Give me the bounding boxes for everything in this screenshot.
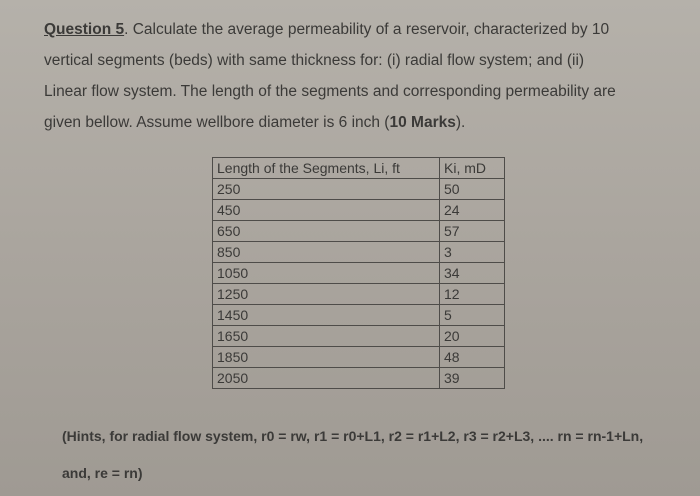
question-paragraph <box>44 14 684 138</box>
question-line-2: vertical segments (beds) with same thickness for: (i) radial flow system; and (ii) <box>44 52 585 69</box>
question-label: Question 5 <box>44 21 125 38</box>
question-line-4-text: given bellow. Assume wellbore diameter is 6 inch ( <box>44 114 390 131</box>
permeability-cell: 3 <box>440 242 505 263</box>
table-row <box>213 305 505 326</box>
permeability-cell: 48 <box>440 347 505 368</box>
length-cell: 1250 <box>213 284 440 305</box>
header-permeability: Ki, mD <box>440 158 505 179</box>
length-cell: 650 <box>213 221 440 242</box>
permeability-cell: 34 <box>440 263 505 284</box>
hints-line-1: (Hints, for radial flow system, r0 = rw, r1 = r0+L1, r2 = r1+L2, r3 = r2+L3, .... rn = rn-1+Ln, <box>62 428 644 444</box>
permeability-cell: 39 <box>440 368 505 389</box>
permeability-cell: 20 <box>440 326 505 347</box>
header-length: Length of the Segments, Li, ft <box>213 158 440 179</box>
length-cell: 250 <box>213 179 440 200</box>
table-row <box>213 263 505 284</box>
question-line-1 <box>44 14 684 45</box>
segments-table <box>212 157 505 389</box>
table-row <box>213 368 505 389</box>
permeability-cell: 5 <box>440 305 505 326</box>
question-line-1-text: . Calculate the average permeability of a reservoir, characterized by 10 <box>124 21 610 38</box>
length-cell: 450 <box>213 200 440 221</box>
length-cell: 1650 <box>213 326 440 347</box>
length-cell: 1450 <box>213 305 440 326</box>
permeability-cell: 50 <box>440 179 505 200</box>
hints-block <box>62 418 692 492</box>
length-cell: 1850 <box>213 347 440 368</box>
length-cell: 850 <box>213 242 440 263</box>
permeability-cell: 12 <box>440 284 505 305</box>
marks-label: 10 Marks <box>389 114 456 131</box>
table-row <box>213 242 505 263</box>
table-row <box>213 179 505 200</box>
table-header-row <box>213 158 505 179</box>
question-line-4 <box>44 107 684 138</box>
table-row <box>213 326 505 347</box>
table-row <box>213 221 505 242</box>
hints-line-2: and, re = rn) <box>62 465 143 481</box>
permeability-cell: 57 <box>440 221 505 242</box>
length-cell: 1050 <box>213 263 440 284</box>
table-row <box>213 200 505 221</box>
question-line-4-end: ). <box>455 114 466 131</box>
table-row <box>213 284 505 305</box>
question-line-3: Linear flow system. The length of the segments and corresponding permeability are <box>44 83 616 100</box>
permeability-cell: 24 <box>440 200 505 221</box>
table-row <box>213 347 505 368</box>
length-cell: 2050 <box>213 368 440 389</box>
